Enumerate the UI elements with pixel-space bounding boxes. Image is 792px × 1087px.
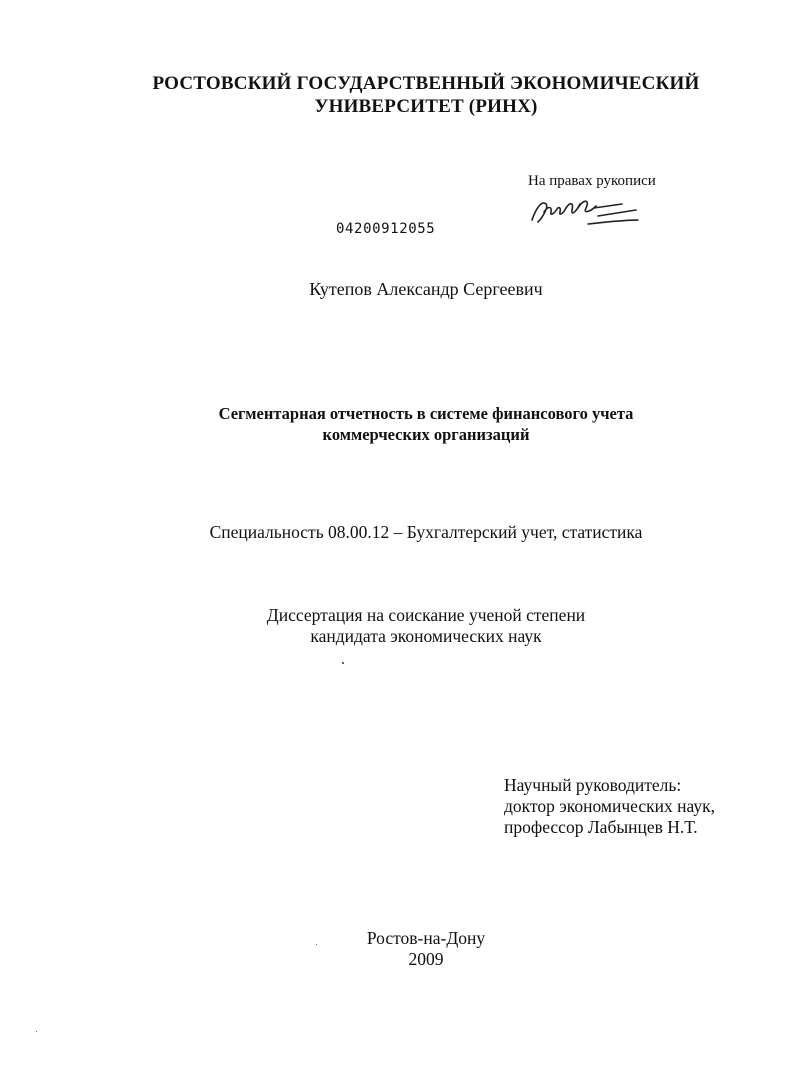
supervisor-degree: доктор экономических наук, [504,796,715,816]
signature-icon [526,194,642,230]
author-name: Кутепов Александр Сергеевич [309,279,543,299]
scan-dot [342,662,344,664]
supervisor-name: профессор Лабынцев Н.Т. [504,817,698,837]
year: 2009 [408,949,444,969]
city: Ростов-на-Дону [366,928,486,948]
university-name-line-2: УНИВЕРСИТЕТ (РИНХ) [314,96,538,117]
thesis-title-line-1: Сегментарная отчетность в системе финансового учета [218,404,634,423]
degree-line-1: Диссертация на соискание ученой степени [266,605,586,625]
thesis-title-line-2: коммерческих организаций [322,425,530,444]
scan-speck [316,944,317,945]
specialty: Специальность 08.00.12 – Бухгалтерский учет, статистика [209,522,643,542]
degree-line-2: кандидата экономических наук [310,626,542,646]
scan-speck [36,1031,37,1032]
manuscript-rights-label: На правах рукописи [528,173,656,189]
catalog-number: 04200912055 [336,221,436,237]
university-name-line-1: РОСТОВСКИЙ ГОСУДАРСТВЕННЫЙ ЭКОНОМИЧЕСКИЙ [152,73,700,94]
supervisor-label: Научный руководитель: [504,775,682,795]
